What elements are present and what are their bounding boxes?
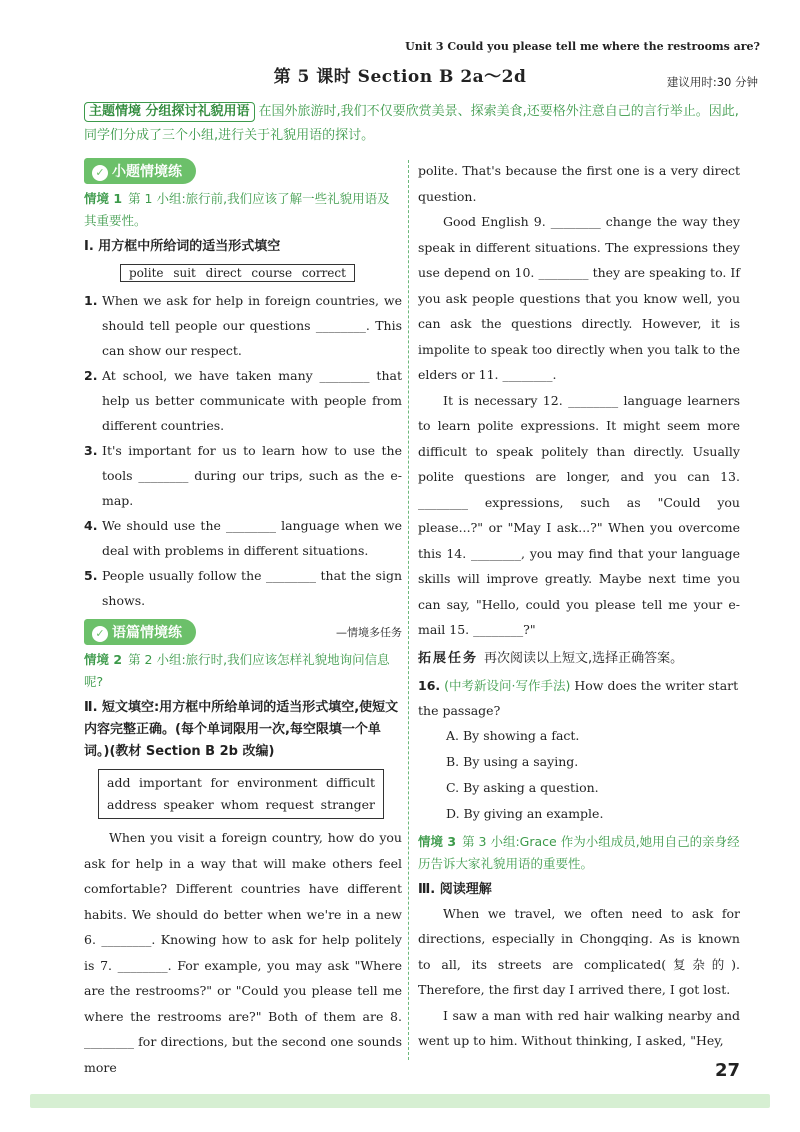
section-2-title: Ⅱ. 短文填空:用方框中所给单词的适当形式填空,使短文内容完整正确。(每个单词限用一次,每空限填一个单词。)(教材 Section B 2b 改编) bbox=[84, 700, 399, 759]
scenario-1: 情境 1 第 1 小组:旅行前,我们应该了解一些礼貌用语及其重要性。 bbox=[84, 191, 390, 228]
question-3: 3. It's important for us to learn how to use the tools ________ during our trips, such as the e-map. bbox=[84, 443, 402, 508]
check-icon: ✓ bbox=[92, 626, 108, 642]
banner-passage-exercises: ✓ 语篇情境练 bbox=[84, 619, 196, 645]
option-c: C. By asking a question. bbox=[446, 779, 599, 795]
extension-task: 拓展任务 再次阅读以上短文,选择正确答案。 bbox=[418, 650, 684, 666]
word-box-2: add important for environment difficult address speaker whom request stranger bbox=[98, 769, 384, 819]
multi-task-note: —情境多任务 bbox=[336, 626, 402, 639]
passage-paragraph: When you visit a foreign country, how do you ask for help in a way that will make others feel comfortable? Different countries have different habits. We should do better when we're in a new 6. ________. Knowing how to ask for help politely is 7. ________. For example, you may ask "Where are the restrooms?" or "Could you please tell me where the restrooms are?" Both of them are 8. ________ for directions, but the second one sounds more bbox=[84, 830, 402, 1075]
question-16: 16. (中考新设问·写作手法) How does the writer start the passage? bbox=[418, 677, 739, 718]
reading-paragraph: I saw a man with red hair walking nearby and went up to him. Without thinking, I asked, "Hey, bbox=[418, 1007, 740, 1048]
passage-paragraph: It is necessary 12. ________ language learners to learn polite expressions. It might seem more difficult to speak politely than directly. Usually polite questions are longer, and you can 13. ________ expressions, such as "Could you please...?" or "May I ask...?" When you overcome this 14. ________, you may find that your language skills will improve greatly. Maybe next time you can say, "Hello, could you please tell me your e-mail 15. ________?" bbox=[418, 392, 740, 637]
left-column bbox=[84, 158, 402, 1080]
option-a: A. By showing a fact. bbox=[446, 727, 580, 743]
option-b: B. By using a saying. bbox=[446, 753, 579, 769]
scenario-3: 情境 3 第 3 小组:Grace 作为小组成员,她用自己的亲身经历告诉大家礼貌用语的重要性。 bbox=[418, 833, 740, 871]
scenario-2: 情境 2 第 2 小组:旅行时,我们应该怎样礼貌地询问信息呢? bbox=[84, 652, 390, 689]
page-title: 第 5 课时 Section B 2a～2d bbox=[273, 67, 527, 87]
passage-paragraph: polite. That's because the first one is a very direct question. bbox=[418, 163, 740, 204]
section-3-title: Ⅲ. 阅读理解 bbox=[418, 881, 492, 897]
theme-text: 在国外旅游时,我们不仅要欣赏美景、探索美食,还要格外注意自己的言行举止。因此,同学们分成了三个小组,进行关于礼貌用语的探讨。 bbox=[84, 104, 739, 143]
passage-paragraph: Good English 9. ________ change the way they speak in different situations. The expressions they use depend on 10. ________ they are speaking to. If you ask people questions that you know well, you can ask the questions directly. However, it is impolite to speak too directly when you talk to the elders or 11. ________. bbox=[418, 214, 740, 382]
theme-label: 主题情境 分组探讨礼貌用语 bbox=[84, 102, 255, 122]
question-5: 5. People usually follow the ________ that the sign shows. bbox=[84, 568, 402, 608]
check-icon: ✓ bbox=[92, 165, 108, 181]
banner-small-exercises: ✓ 小题情境练 bbox=[84, 158, 196, 184]
word-box-1: polite suit direct course correct bbox=[120, 264, 355, 282]
reading-paragraph: When we travel, we often need to ask for directions, especially in Chongqing. As is known to all, its streets are complicated(复杂的). Therefore, the first day I arrived there, I got lost. bbox=[418, 905, 740, 997]
unit-header: Unit 3 Could you please tell me where the restrooms are? bbox=[405, 40, 760, 53]
question-4: 4. We should use the ________ language when we deal with problems in different situations. bbox=[84, 518, 402, 558]
right-column bbox=[418, 158, 740, 1054]
question-2: 2. At school, we have taken many ________ that help us better communicate with people from different countries. bbox=[84, 368, 402, 433]
column-divider bbox=[408, 160, 409, 1060]
theme-intro bbox=[84, 100, 744, 148]
section-1-title: Ⅰ. 用方框中所给词的适当形式填空 bbox=[84, 239, 281, 254]
suggested-time: 建议用时:30 分钟 bbox=[666, 75, 758, 89]
option-d: D. By giving an example. bbox=[446, 805, 604, 821]
bottom-decoration bbox=[30, 1094, 770, 1108]
question-1: 1. When we ask for help in foreign countries, we should tell people our questions ________. This can show our respect. bbox=[84, 293, 402, 358]
page-number: 27 bbox=[714, 1060, 740, 1081]
